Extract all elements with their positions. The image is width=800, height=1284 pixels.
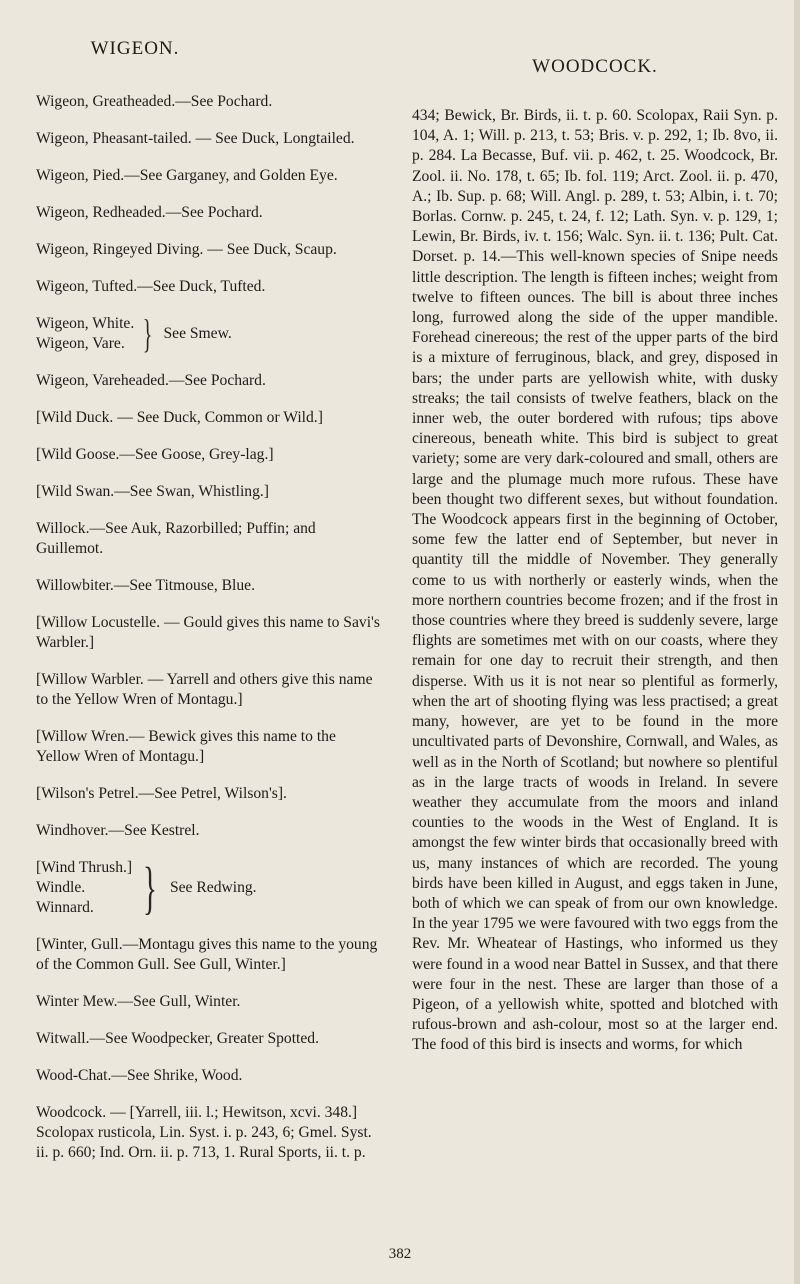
entry-name: Wigeon, Vare. [36, 335, 125, 352]
entry: Willock.—See Auk, Razorbilled; Puffin; and Guillemot. [36, 520, 316, 557]
entry: Wigeon, Greatheaded.—See Pochard. [36, 93, 273, 110]
group-reference: See Smew. [163, 325, 232, 342]
entry-woodcock: Woodcock. — [Yarrell, iii. l.; Hewitson, xcvi. 348.] Scolopax rusticola, Lin. Syst. i. p. 243, 6; Gmel. Syst. ii. p. 660; Ind. Orn. ii. p. 713, 1. Rural Sports, ii. t. p. [36, 1104, 372, 1161]
entry: [Willow Warbler. — Yarrell and others give this name to the Yellow Wren of Montagu.] [36, 671, 373, 708]
entry: [Wild Swan.—See Swan, Whistling.] [36, 483, 269, 500]
woodcock-description: 434; Bewick, Br. Birds, ii. t. p. 60. Scolopax, Raii Syn. p. 104, A. 1; Will. p. 213, t. 53; Bris. v. p. 292, 1; Ib. 8vo, ii. p. 284. La Becasse, Buf. vii. p. 462, t. 25. Woodcock, Br. Zool. ii. No. 178, t. 65; Ib. fol. 119; Arct. Zool. ii. p. 470, A.; Ib. Sup. p. 68; Will. Angl. p. 289, t. 53; Albin, i. t. 70; Borlas. Cornw. p. 245, t. 24, f. 12; Lath. Syn. v. p. 129, 1; Lewin, Br. Birds, iv. t. 156; Walc. Syn. ii. t. 136; Pult. Cat. Dorset. p. 14.—This well-known species of Snipe needs little description. The length is fifteen inches; weight from twelve to fifteen ounces. The bill is about three inches long, furrowed along the side of the upper mandible. Forehead cinereous; the rest of the upper parts of the bird is a mixture of ferruginous, black, and grey, disposed in bars; the under parts are yellowish white, with dusky streaks; the tail consists of twelve feathers, black on the inner web, the outer bordered with rufous; tips above cinereous, beneath white. This bird is subject to great variety; some are very dark-coloured and small, others are large and the plumage much more rufous. These have been thought two different sexes, but without foundation. The Woodcock appears first in the beginning of October, some few the latter end of September, but never in quantity till the middle of November. They generally come to us with northerly or easterly winds, when the more northern countries become frozen; and if the frost in those countries where they breed is suddenly severe, large flights are sometimes met with on our coasts, where they remain for one day to recruit their strength, and then disperse. With us it is not near so plentiful as formerly, when the art of shooting flying was less practised; a great many, however, are yet to be found in the more uncultivated parts of Devonshire, Cornwall, and Wales, as well as in the North of Scotland; but nowhere so plentiful as in the large tracts of woods in Ireland. In severe weather they accumulate from the moors and inland counties to the woods in the West of England. It is amongst the few winter birds that occasionally breed with us, many instances of which are recorded. The young birds have been killed in August, and eggs taken in June, both of which we can speak of from our own knowledge. In the year 1795 we were favoured with two eggs from the Rev. Mr. Wheatear of Hastings, who informed us they were found in a wood near Battel in Sussex, and that there were four in the nest. These are larger than those of a Pigeon, of a yellowish white, spotted and blotched with rufous-brown and ash-colour, most so at the larger end. The food of this bird is insects and worms, for which [412, 107, 778, 1054]
entry: Wigeon, Tufted.—See Duck, Tufted. [36, 278, 266, 295]
entry-name: [Wind Thrush.] [36, 859, 133, 876]
entry: Wood-Chat.—See Shrike, Wood. [36, 1067, 243, 1084]
entry: [Willow Locustelle. — Gould gives this name to Savi's Warbler.] [36, 614, 380, 651]
right-brace-glyph: } [143, 855, 157, 920]
wind-thrush-group [36, 855, 382, 920]
entry: Wigeon, Redheaded.—See Pochard. [36, 204, 263, 221]
entry: Witwall.—See Woodpecker, Greater Spotted. [36, 1030, 320, 1047]
entry: [Willow Wren.— Bewick gives this name to the Yellow Wren of Montagu.] [36, 728, 336, 765]
entry: Windhover.—See Kestrel. [36, 822, 200, 839]
right-column [412, 106, 778, 1056]
entry: Wigeon, Pheasant-tailed. — See Duck, Longtailed. [36, 130, 355, 147]
white-vare-group [36, 311, 382, 356]
page-number: 382 [388, 1246, 412, 1262]
entry: Wigeon, Ringeyed Diving. — See Duck, Scaup. [36, 241, 337, 258]
running-header [0, 24, 800, 77]
entry-name: Windle. [36, 879, 86, 896]
entry: [Wild Duck. — See Duck, Common or Wild.] [36, 409, 323, 426]
left-column [36, 92, 382, 1180]
entry: [Winter, Gull.—Montagu gives this name to the young of the Common Gull. See Gull, Winter.] [36, 936, 378, 973]
page-edge-shadow [794, 0, 800, 1284]
entry-name: Wigeon, White. [36, 315, 135, 332]
entry: Wigeon, Pied.—See Garganey, and Golden Eye. [36, 167, 338, 184]
entry: [Wilson's Petrel.—See Petrel, Wilson's]. [36, 785, 287, 802]
entry: [Wild Goose.—See Goose, Grey-lag.] [36, 446, 274, 463]
group-reference: See Redwing. [169, 879, 257, 896]
right-brace-glyph: } [143, 311, 153, 356]
entry: Winter Mew.—See Gull, Winter. [36, 993, 241, 1010]
entry: Wigeon, Vareheaded.—See Pochard. [36, 372, 266, 389]
entry-name: Winnard. [36, 899, 94, 916]
entry: Willowbiter.—See Titmouse, Blue. [36, 577, 255, 594]
header-left: WIGEON. [90, 38, 180, 59]
header-right: WOODCOCK. [532, 56, 658, 77]
